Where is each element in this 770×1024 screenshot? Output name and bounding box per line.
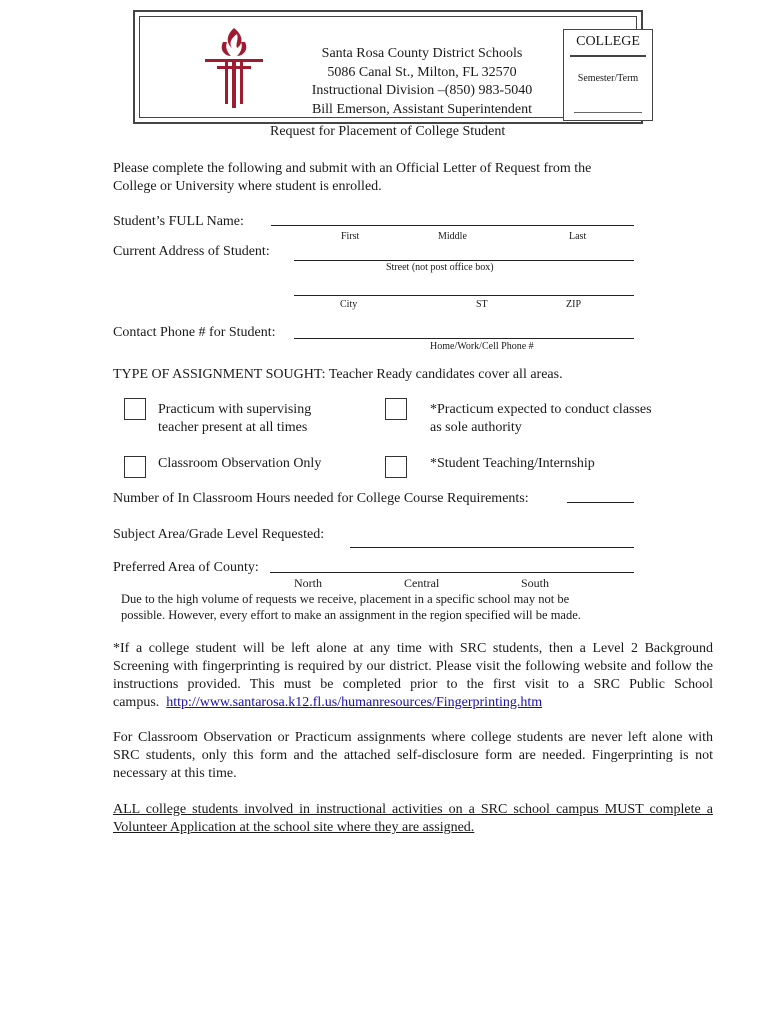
hours-field[interactable] xyxy=(567,502,634,503)
background-screening-text: *If a college student will be left alone at any time with SRC students, then a Level 2 Background Screening with fingerprinting is required by our district. Please visit the following website and follow the instructions provided. This must be completed prior to the first visit to a SRC Public School campus. xyxy=(113,641,713,710)
practicum-supervised-checkbox[interactable] xyxy=(124,398,146,420)
area-note-1: Due to the high volume of requests we receive, placement in a specific school may not be xyxy=(121,592,570,606)
form-title: Request for Placement of College Student xyxy=(270,124,506,139)
school-address: 5086 Canal St., Milton, FL 32570 xyxy=(327,64,517,80)
state-hint: ST xyxy=(476,299,488,310)
intro-line-1: Please complete the following and submit with an Official Letter of Request from the xyxy=(113,161,592,176)
school-name: Santa Rosa County District Schools xyxy=(321,46,523,61)
subject-label: Subject Area/Grade Level Requested: xyxy=(113,527,325,542)
assignment-heading: TYPE OF ASSIGNMENT SOUGHT: Teacher Ready candidates cover all areas. xyxy=(113,367,563,382)
classroom-observation-checkbox[interactable] xyxy=(124,456,146,478)
city-hint: City xyxy=(340,299,358,310)
student-teaching-checkbox[interactable] xyxy=(385,456,407,478)
address-label: Current Address of Student: xyxy=(113,244,270,259)
practicum-sole-authority-checkbox[interactable] xyxy=(385,398,407,420)
first-name-hint: First xyxy=(341,231,360,242)
last-name-hint: Last xyxy=(569,231,587,242)
practicum-sole-authority-label-2: as sole authority xyxy=(430,420,522,435)
college-box xyxy=(563,29,653,121)
phone-field[interactable] xyxy=(294,338,634,339)
area-note-2: possible. However, every effort to make an assignment in the region specified will be made. xyxy=(121,608,581,622)
street-field[interactable] xyxy=(294,260,634,261)
school-contact: Bill Emerson, Assistant Superintendent xyxy=(311,102,533,118)
zip-hint: ZIP xyxy=(566,299,581,310)
area-north: North xyxy=(294,576,322,590)
background-screening-paragraph xyxy=(113,640,713,712)
practicum-supervised-label-1: Practicum with supervising xyxy=(158,402,312,417)
college-label: COLLEGE xyxy=(576,34,640,49)
student-name-field[interactable] xyxy=(271,225,634,226)
phone-label: Contact Phone # for Student: xyxy=(113,325,276,340)
school-info xyxy=(290,45,554,120)
area-label: Preferred Area of County: xyxy=(113,560,259,575)
district-torch-logo-icon xyxy=(201,26,267,108)
hours-label: Number of In Classroom Hours needed for College Course Requirements: xyxy=(113,491,529,506)
college-rule xyxy=(570,55,646,57)
semester-term-field[interactable] xyxy=(574,112,642,113)
area-south: South xyxy=(521,576,550,590)
semester-label: Semester/Term xyxy=(577,73,639,84)
area-central: Central xyxy=(404,576,440,590)
middle-name-hint: Middle xyxy=(438,231,467,242)
area-field[interactable] xyxy=(270,572,634,573)
subject-field[interactable] xyxy=(350,547,634,548)
student-teaching-label: *Student Teaching/Internship xyxy=(430,456,595,471)
school-division: Instructional Division –(850) 983-5040 xyxy=(311,83,533,99)
fingerprinting-link[interactable]: http://www.santarosa.k12.fl.us/humanresources/Fingerprinting.htm xyxy=(166,695,543,710)
street-hint: Street (not post office box) xyxy=(386,262,494,273)
student-name-label: Student’s FULL Name: xyxy=(113,214,244,229)
practicum-sole-authority-label-1: *Practicum expected to conduct classes xyxy=(430,402,652,417)
city-state-zip-field[interactable] xyxy=(294,295,634,296)
practicum-supervised-label-2: teacher present at all times xyxy=(158,420,308,435)
classroom-observation-label: Classroom Observation Only xyxy=(158,456,322,471)
intro-line-2: College or University where student is enrolled. xyxy=(113,179,382,194)
phone-hint: Home/Work/Cell Phone # xyxy=(430,341,534,352)
observation-paragraph: For Classroom Observation or Practicum assignments where college students are never left alone with SRC students, only this form and the attached self-disclosure form are needed. Fingerprinting is not necessary at this time. xyxy=(113,730,713,781)
volunteer-paragraph: ALL college students involved in instructional activities on a SRC school campus MUST complete a Volunteer Application at the school site where they are assigned. xyxy=(113,802,713,835)
